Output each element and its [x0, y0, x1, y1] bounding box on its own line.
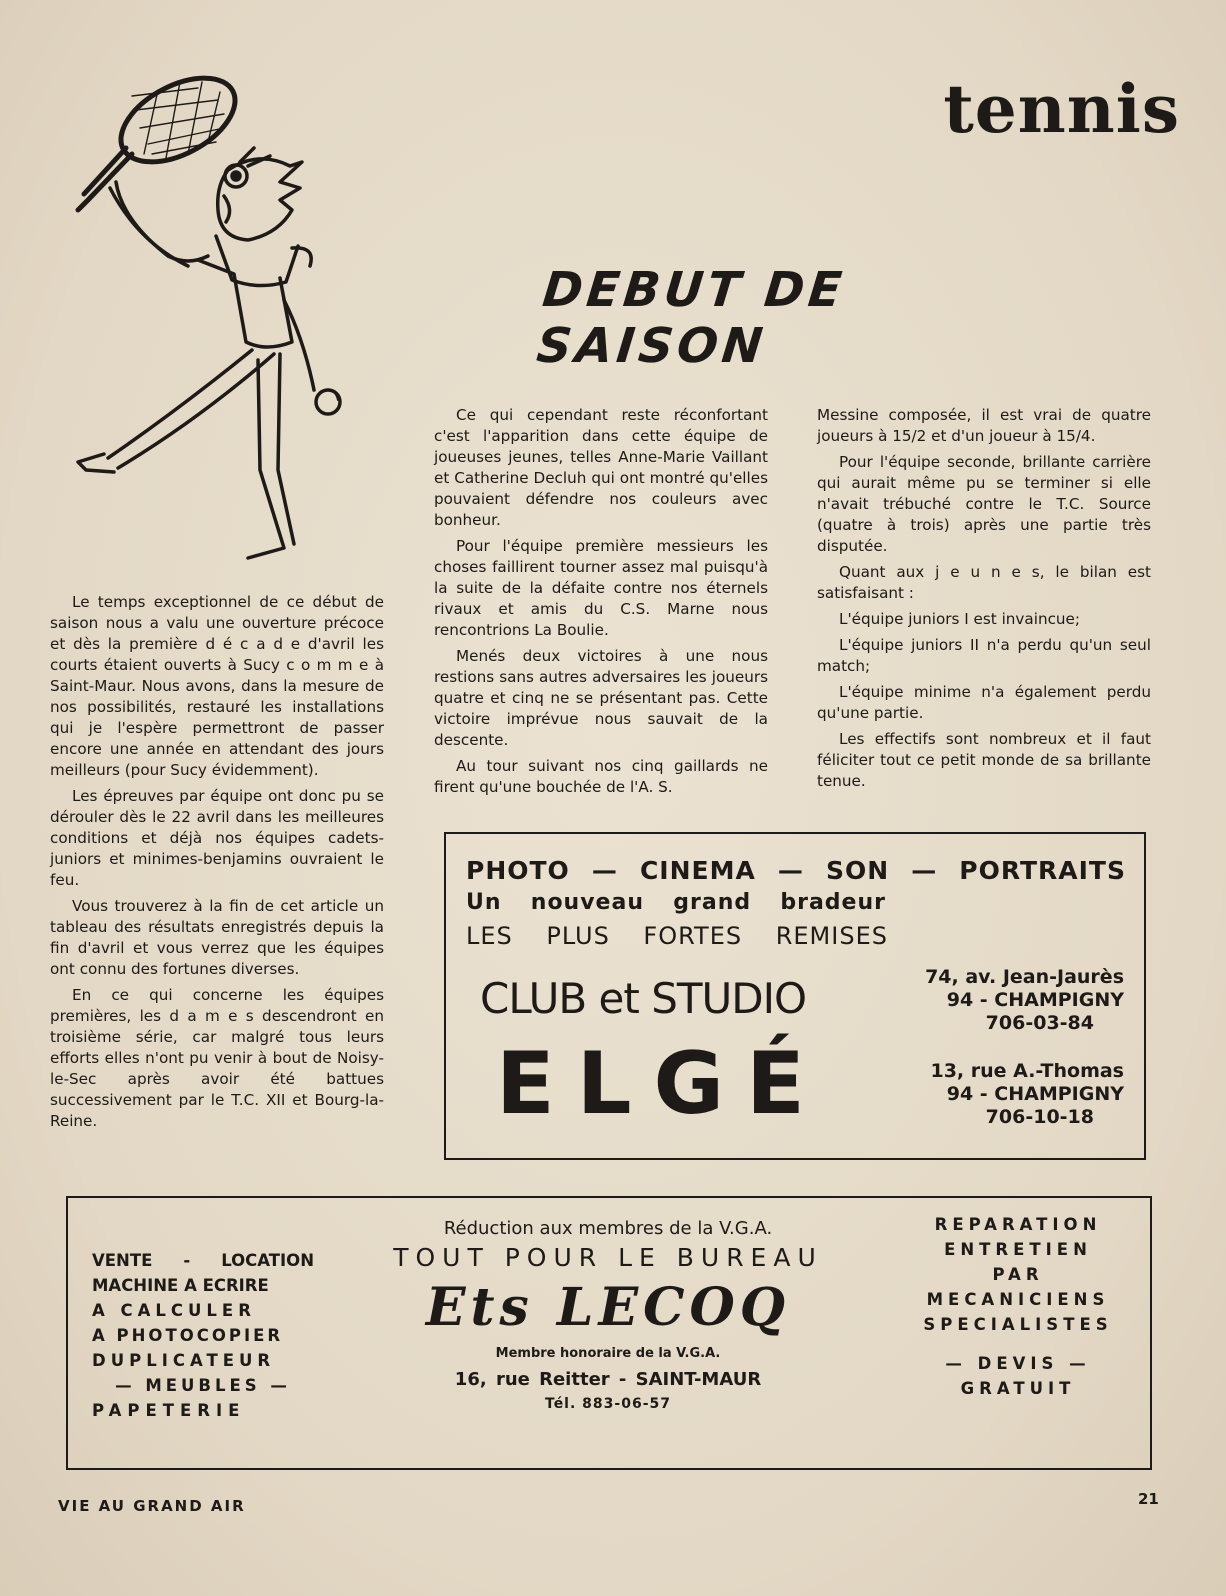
ad-tagline: TOUT POUR LE BUREAU — [393, 1243, 823, 1272]
paragraph: Pour l'équipe première messieurs les choses faillirent tourner assez mal puisqu'à la suite de la défaite contre nos éternels rivaux et amis du C.S. Marne nous rencontrions La Boulie. — [434, 537, 768, 639]
paragraph: Le temps exceptionnel de ce début de saison nous a valu une ouverture précoce et dès la première d é c a d e d'avril les courts étaient ouverts à Sucy c o m m e à Saint-Maur. Nous avons, dans la mesure de nos possibilités, restauré les installations qui je l'espère permettront de passer encore une année en attendant des jours meilleurs (pour Sucy évidemment). — [50, 593, 384, 779]
ad-lecoq-services: VENTE - LOCATION MACHINE A ECRIRE A CALCULER A PHOTOCOPIER DUPLICATEUR — MEUBLES — PAPETERIE — [92, 1251, 314, 1420]
paragraph: Quant aux j e u n e s, le bilan est satisfaisant : — [817, 563, 1151, 602]
article-column-1 — [50, 592, 384, 1137]
paragraph-continuation: Messine composée, il est vrai de quatre joueurs à 15/2 et d'un joueur à 15/4. — [817, 406, 1151, 445]
paragraph: Au tour suivant nos cinq gaillards ne firent qu'une bouchée de l'A. S. — [434, 757, 768, 796]
ad-phone: Tél. 883-06-57 — [545, 1396, 671, 1412]
ad-lecoq-main — [348, 1218, 868, 1412]
paragraph: En ce qui concerne les équipes premières, les d a m e s descendront en troisième série, car malgré tous leurs efforts elles n'ont pu venir à bout de Noisy-le-Sec après avoir été battues successivement par le T.C. XII et Bourg-la-Reine. — [50, 986, 384, 1130]
paragraph: L'équipe minime n'a également perdu qu'une partie. — [817, 683, 1151, 722]
ad-discount-line: LES PLUS FORTES REMISES — [466, 922, 888, 950]
ad-lecoq-repair: REPARATION ENTRETIEN PAR MECANICIENS SPECIALISTES — DEVIS — GRATUIT — [923, 1215, 1113, 1398]
paragraph: Vous trouverez à la fin de cet article un tableau des résultats enregistrés depuis la fin d'avril et vous verrez que les équipes ont connu des fortunes diverses. — [50, 897, 384, 978]
ad-brand-logo: ELGÉ — [496, 1034, 827, 1134]
ad-reduction: Réduction aux membres de la V.G.A. — [443, 1218, 773, 1239]
ad-company-name: Ets LECOQ — [425, 1277, 791, 1338]
ad-member-note: Membre honoraire de la V.G.A. — [495, 1346, 721, 1361]
advertisement-elge — [444, 832, 1146, 1160]
paragraph: L'équipe juniors II n'a perdu qu'un seul match; — [817, 636, 1151, 675]
advertisement-lecoq — [66, 1196, 1152, 1470]
ad-tagline: Un nouveau grand bradeur — [466, 890, 886, 915]
ad-address-1: 74, av. Jean-Jaurès 94 - CHAMPIGNY 706-03-84 — [925, 966, 1124, 1034]
paragraph: Les épreuves par équipe ont donc pu se dérouler dès le 22 avril dans les meilleures conditions et déjà nos équipes cadets-juniors et minimes-benjamins ouvraient le feu. — [50, 787, 384, 889]
ad-services-line: PHOTO — CINEMA — SON — PORTRAITS — [466, 856, 1126, 885]
article-title: DEBUT DE SAISON — [534, 262, 849, 374]
article-column-2 — [434, 405, 768, 803]
tennis-player-illustration — [48, 70, 368, 570]
magazine-name: VIE AU GRAND AIR — [58, 1497, 246, 1515]
ad-address: 16, rue Reitter - SAINT-MAUR — [454, 1369, 762, 1390]
paragraph: Pour l'équipe seconde, brillante carrière qui aurait même pu se terminer si elle n'avait trébuché contre le T.C. Source (quatre à trois) après une partie très disputée. — [817, 453, 1151, 555]
section-title: tennis — [943, 70, 1180, 148]
paragraph: Les effectifs sont nombreux et il faut féliciter tout ce petit monde de sa brillante tenue. — [817, 730, 1151, 790]
ad-address-2: 13, rue A.-Thomas 94 - CHAMPIGNY 706-10-18 — [930, 1060, 1124, 1128]
paragraph: Menés deux victoires à une nous restions sans autres adversaires les joueurs quatre et cinq ne se présentant pas. Cette victoire imprévue nous sauvait de la descente. — [434, 647, 768, 749]
page-number: 21 — [1138, 1490, 1159, 1508]
paragraph: Ce qui cependant reste réconfortant c'est l'apparition dans cette équipe de joueuses jeunes, telles Anne-Marie Vaillant et Catherine Decluh qui ont montré qu'elles pouvaient défendre nos couleurs avec bonheur. — [434, 406, 768, 529]
article-column-3 — [817, 405, 1151, 797]
paragraph: L'équipe juniors I est invaincue; — [839, 610, 1081, 628]
ad-club-name: CLUB et STUDIO — [480, 974, 807, 1023]
